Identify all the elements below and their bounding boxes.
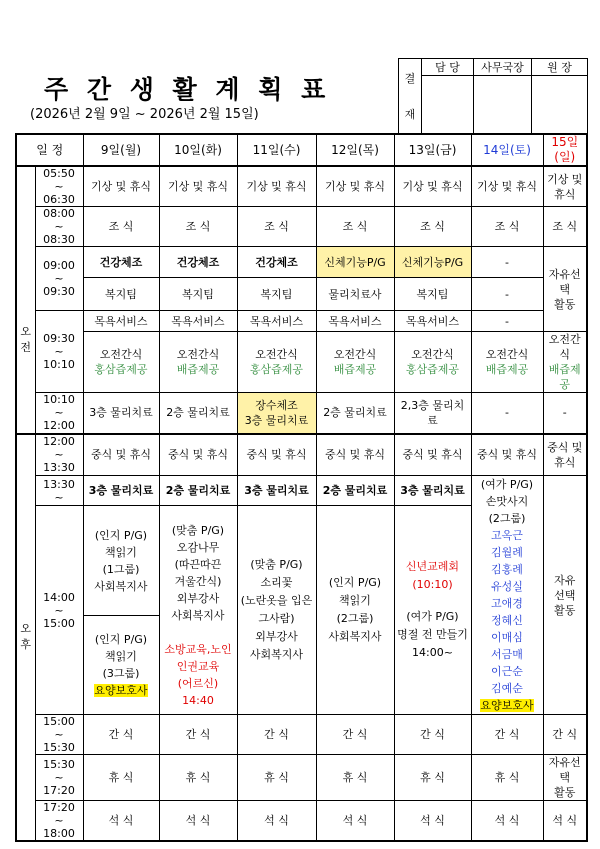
cell: 기상 및 휴식 <box>159 166 237 207</box>
table-row <box>16 755 587 801</box>
cell: 건강체조 <box>83 247 159 278</box>
cell: 조 식 <box>159 207 237 247</box>
cell: 신체기능P/G <box>394 247 471 278</box>
cell: 석 식 <box>471 801 543 842</box>
cell: - <box>471 393 543 434</box>
cell: 간 식 <box>83 715 159 755</box>
time-cell: 09:30 ~ 10:10 <box>35 311 83 393</box>
cell: 2층 물리치료 <box>159 393 237 434</box>
cell: 중식 및 휴식 <box>394 434 471 476</box>
role-secretary: 사무국장 <box>474 59 532 76</box>
cell: 석 식 <box>543 801 587 842</box>
cell: 신체기능P/G <box>316 247 394 278</box>
cell: 오전간식 배즙제공 <box>543 332 587 393</box>
cell: 목욕서비스 <box>159 311 237 332</box>
time-cell: 15:30 ~ 17:20 <box>35 755 83 801</box>
cell: 석 식 <box>394 801 471 842</box>
table-row <box>16 476 587 506</box>
header-sun: 15일(일) <box>543 134 587 166</box>
cell: 간 식 <box>543 715 587 755</box>
cell: - <box>543 393 587 434</box>
time-cell: 13:30 ~ <box>35 476 83 506</box>
cell: 건강체조 <box>237 247 316 278</box>
role-manager: 담 당 <box>422 59 474 76</box>
time-cell: 12:00 ~ 13:30 <box>35 434 83 476</box>
cell-sun-pm: 자유 선택 활동 <box>543 476 587 715</box>
cell: 기상 및 휴식 <box>83 166 159 207</box>
cell: 오전간식 배즙제공 <box>316 332 394 393</box>
cell: 2층 물리치료 <box>316 476 394 506</box>
cell: 복지팀 <box>237 278 316 311</box>
cell: 목욕서비스 <box>316 311 394 332</box>
time-cell: 14:00 ~ 15:00 <box>35 506 83 715</box>
cell: 중식 및 휴식 <box>471 434 543 476</box>
cell: 오전간식 홍삼즙제공 <box>237 332 316 393</box>
cell: 물리치료사 <box>316 278 394 311</box>
header-thu: 12일(목) <box>316 134 394 166</box>
cell: - <box>471 247 543 278</box>
cell: - <box>471 311 543 332</box>
cell: 간 식 <box>237 715 316 755</box>
cell: 조 식 <box>237 207 316 247</box>
approval-box <box>398 58 588 135</box>
period-am: 오 전 <box>16 247 35 434</box>
header-schedule: 일 정 <box>16 134 83 166</box>
table-row <box>16 332 587 393</box>
cell: 복지팀 <box>159 278 237 311</box>
date-range: (2026년 2월 9일 ~ 2026년 2월 15일) <box>30 107 259 122</box>
cell: 조 식 <box>83 207 159 247</box>
time-cell: 15:00 ~ 15:30 <box>35 715 83 755</box>
cell: 중식 및 휴식 <box>543 434 587 476</box>
header-tue: 10일(화) <box>159 134 237 166</box>
page-title: 주 간 생 활 계 획 표 <box>44 75 331 104</box>
cell: 3층 물리치료 <box>83 393 159 434</box>
cell: 오전간식 배즙제공 <box>471 332 543 393</box>
cell: 기상 및 휴식 <box>237 166 316 207</box>
cell: 간 식 <box>471 715 543 755</box>
time-cell: 05:50 ~ 06:30 <box>35 166 83 207</box>
cell: 휴 식 <box>471 755 543 801</box>
table-row <box>16 207 587 247</box>
cell: - <box>471 278 543 311</box>
cell: 조 식 <box>394 207 471 247</box>
table-row <box>16 278 587 311</box>
table-row <box>16 247 587 278</box>
cell: 휴 식 <box>316 755 394 801</box>
header-wed: 11일(수) <box>237 134 316 166</box>
cell: 자유선택 활동 <box>543 755 587 801</box>
cell: 간 식 <box>316 715 394 755</box>
time-cell: 08:00 ~ 08:30 <box>35 207 83 247</box>
cell: 석 식 <box>83 801 159 842</box>
cell: 중식 및 휴식 <box>316 434 394 476</box>
cell: 휴 식 <box>394 755 471 801</box>
cell: 휴 식 <box>83 755 159 801</box>
cell: 오전간식 배즙제공 <box>159 332 237 393</box>
sign-box[interactable] <box>474 76 532 135</box>
role-director: 원 장 <box>532 59 588 76</box>
table-row <box>16 801 587 842</box>
cell: 목욕서비스 <box>394 311 471 332</box>
cell: 3층 물리치료 <box>237 476 316 506</box>
cell: 목욕서비스 <box>83 311 159 332</box>
approval-label: 결 재 <box>399 59 422 135</box>
table-row <box>16 393 587 434</box>
cell: 중식 및 휴식 <box>237 434 316 476</box>
cell: 건강체조 <box>159 247 237 278</box>
cell-thu-pm: (인지 P/G) 책읽기 (2그룹) 사회복지사 <box>316 506 394 715</box>
header-mon: 9일(월) <box>83 134 159 166</box>
cell: 오전간식 홍삼즙제공 <box>83 332 159 393</box>
cell: 휴 식 <box>237 755 316 801</box>
cell: 자유선택 활동 <box>543 247 587 332</box>
cell: 석 식 <box>237 801 316 842</box>
cell-sat-pm: (여가 P/G) 손맛사지 (2그룹) 고옥근 김월례 김홍례 유성실 고애경 정혜신 이매심 서금매 이근순 김예순 요양보호사 <box>471 476 543 715</box>
header-sat: 14일(토) <box>471 134 543 166</box>
cell: 조 식 <box>316 207 394 247</box>
cell: 기상 및 휴식 <box>543 166 587 207</box>
cell: 기상 및 휴식 <box>316 166 394 207</box>
sign-box[interactable] <box>422 76 474 135</box>
cell: 중식 및 휴식 <box>159 434 237 476</box>
cell: 휴 식 <box>159 755 237 801</box>
cell: 조 식 <box>543 207 587 247</box>
cell: 중식 및 휴식 <box>83 434 159 476</box>
cell-mon-pm: (인지 P/G) 책읽기 (1그룹) 사회복지사 (인지 P/G) 책읽기 (3그룹) 요양보호사 <box>83 506 159 715</box>
cell: 기상 및 휴식 <box>471 166 543 207</box>
cell: 2,3층 물리치료 <box>394 393 471 434</box>
cell: 2층 물리치료 <box>316 393 394 434</box>
cell-wed-pm: (맞춤 P/G) 소리꽃 (노란옷을 입은 그사람) 외부강사 사회복지사 <box>237 506 316 715</box>
table-row <box>16 311 587 332</box>
header-fri: 13일(금) <box>394 134 471 166</box>
cell: 3층 물리치료 <box>394 476 471 506</box>
cell: 복지팀 <box>394 278 471 311</box>
cell: 석 식 <box>159 801 237 842</box>
cell: 기상 및 휴식 <box>394 166 471 207</box>
cell-fri-pm: 신년교례회 (10:10) (여가 P/G) 명절 전 만들기 14:00~ <box>394 506 471 715</box>
period-pm: 오 후 <box>16 434 35 842</box>
cell: 간 식 <box>394 715 471 755</box>
table-row <box>16 715 587 755</box>
table-row <box>16 434 587 476</box>
sign-box[interactable] <box>532 76 588 135</box>
cell: 오전간식 홍삼즙제공 <box>394 332 471 393</box>
time-cell: 09:00 ~ 09:30 <box>35 247 83 311</box>
cell: 석 식 <box>316 801 394 842</box>
cell: 2층 물리치료 <box>159 476 237 506</box>
schedule-table <box>15 133 588 842</box>
time-cell: 17:20 ~ 18:00 <box>35 801 83 842</box>
cell: 조 식 <box>471 207 543 247</box>
time-cell: 10:10 ~ 12:00 <box>35 393 83 434</box>
table-row <box>16 166 587 207</box>
cell-tue-pm: (맞춤 P/G) 오감나무 (따끈따끈 겨울간식) 외부강사 사회복지사 소방교육,노인 인권교육 (어르신) 14:40 <box>159 506 237 715</box>
cell: 3층 물리치료 <box>83 476 159 506</box>
header-row <box>16 134 587 166</box>
cell: 목욕서비스 <box>237 311 316 332</box>
cell: 장수체조 3층 물리치료 <box>237 393 316 434</box>
cell: 간 식 <box>159 715 237 755</box>
cell: 복지팀 <box>83 278 159 311</box>
